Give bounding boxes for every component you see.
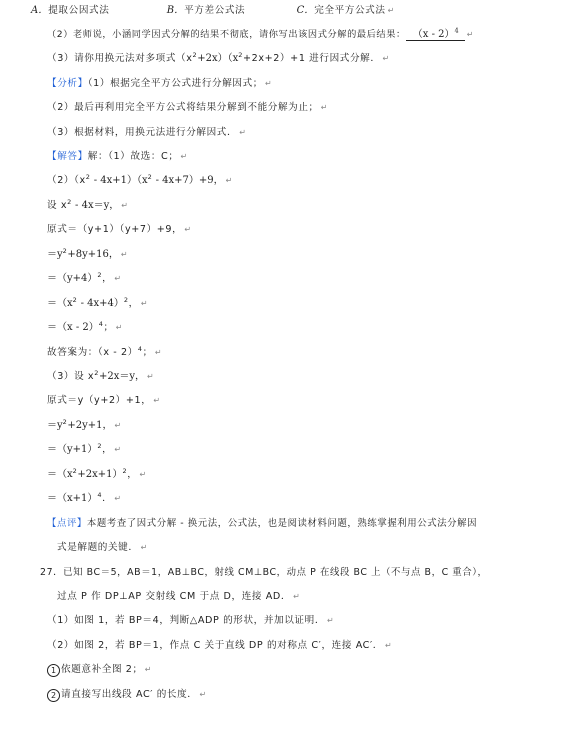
question-27-line-1: 27．已知 BC＝5，AB＝1，AB⊥BC，射线 CM⊥BC，动点 P 在线段 BC 上（不与点 B，C 重合）， [40, 567, 488, 578]
comment-line-2: 式是解题的关键． ↵ [57, 542, 148, 553]
option-c-letter: C． [296, 5, 315, 16]
solution-line-14: $=(x^2+2x+1)^2$， ↵ [47, 466, 147, 480]
question-2-text: （2）老师说，小涵同学因式分解的结果不彻底，请你写出该因式分解的最后结果： [47, 29, 406, 40]
solution-line-2: $(2)(x^2 - 4x+1)(x^2 - 4x+7)+9$， ↵ [47, 172, 233, 186]
solution-line-7: $=(x^2 - 4x+4)^2$， ↵ [47, 295, 148, 309]
options-line [31, 4, 394, 18]
solution-line-11: 原式＝y（y+2）+1， ↵ [47, 395, 161, 406]
solution-tag: 【解答】 [47, 151, 88, 162]
question-2-answer: （x - 2）$^4$ [406, 29, 465, 41]
analysis-line-2: （2）最后再利用完全平方公式将结果分解到不能分解为止； ↵ [47, 102, 328, 113]
comment-line-1: 【点评】本题考查了因式分解 - 换元法，公式法，也是阅读材料问题，熟练掌握利用公式法分解因 [47, 518, 478, 529]
analysis-line-3: （3）根据材料，用换元法进行分解因式． ↵ [47, 127, 246, 138]
paragraph-mark: ↵ [466, 30, 474, 39]
option-c-text: 完全平方公式法 [314, 5, 386, 16]
option-b-text: 平方差公式法 [184, 5, 246, 16]
solution-line-9: 故答案为：（x - 2）$^4$； ↵ [47, 344, 162, 358]
solution-line-12: $=y^2+2y+1$， ↵ [47, 417, 122, 431]
circled-number-1: 1 [47, 664, 60, 677]
solution-line-8: ＝（x - 2）$^4$； ↵ [47, 319, 123, 333]
question-27-line-2: 过点 P 作 DP⊥AP 交射线 CM 于点 D，连接 AD． ↵ [57, 591, 300, 602]
question-2 [47, 28, 473, 42]
paragraph-mark: ↵ [387, 6, 395, 15]
solution-line-4: 原式＝（y+1）（y+7）+9， ↵ [47, 224, 192, 235]
solution-line-1: 【解答】解：（1）故选：C； ↵ [47, 151, 188, 162]
solution-line-13: $=(y+1)^2$， ↵ [47, 441, 122, 455]
solution-line-15: $=(x+1)^4$． ↵ [47, 490, 122, 504]
question-27-line-6: 2 请直接写出线段 AC′ 的长度． ↵ [47, 688, 206, 702]
question-3: （3）请你用换元法对多项式$(x^2+2x)(x^2+2x+2)+1$ 进行因式分解． ↵ [47, 50, 390, 64]
question-27-line-3: （1）如图 1，若 BP＝4，判断△ADP 的形状，并加以证明． ↵ [47, 615, 334, 626]
option-a-text: 提取公因式法 [48, 5, 110, 16]
analysis-tag: 【分析】 [47, 78, 88, 89]
circled-number-2: 2 [47, 689, 60, 702]
solution-line-10: （3）设 $x^2+2x=y$， ↵ [47, 368, 154, 382]
option-a-letter: A． [31, 5, 49, 16]
question-27-line-5: 1 依题意补全图 2； ↵ [47, 663, 151, 677]
question-27-line-4: （2）如图 2，若 BP＝1，作点 C 关于直线 DP 的对称点 C′，连接 AC′． ↵ [47, 640, 392, 651]
solution-line-6: $=(y+4)^2$， ↵ [47, 270, 122, 284]
analysis-line-1: 【分析】（1）根据完全平方公式进行分解因式； ↵ [47, 78, 272, 89]
option-b-letter: B． [166, 5, 185, 16]
solution-line-3: 设 $x^2 - 4x=y$， ↵ [47, 197, 128, 211]
paragraph-mark: ↵ [382, 54, 390, 63]
solution-line-5: $=y^2+8y+16$， ↵ [47, 246, 128, 260]
comment-tag: 【点评】 [47, 518, 87, 529]
